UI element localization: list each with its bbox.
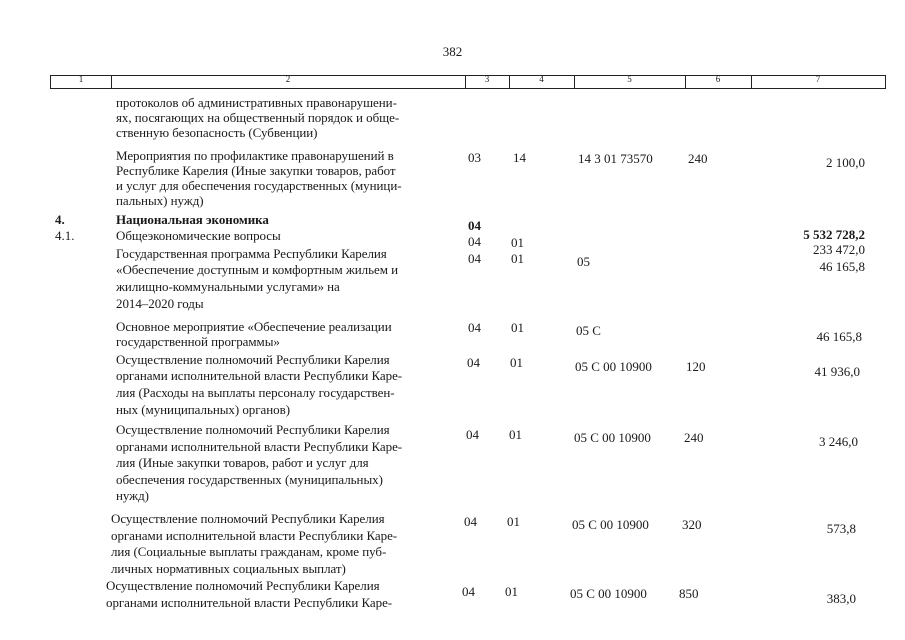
row-amount: 2 100,0 [826, 155, 865, 170]
row-description-line: Мероприятия по профилактике правонарушений в [116, 148, 394, 163]
row-description-line: государственной программы» [116, 334, 280, 349]
header-cell-2: 2 [285, 74, 291, 84]
row-description-line: обеспечения государственных (муниципальных) [116, 472, 383, 487]
row-amount: 573,8 [826, 521, 856, 536]
row-expense-type: 850 [679, 586, 699, 601]
row-number: 4. [55, 212, 65, 227]
row-description-line: ственную безопасность (Субвенции) [116, 125, 318, 140]
row-section-code: 04 [468, 320, 481, 335]
row-section-code: 03 [468, 150, 481, 165]
row-number: 4.1. [55, 228, 75, 243]
row-description-line: Осуществление полномочий Республики Карелия [106, 578, 380, 593]
row-section-code: 04 [468, 218, 481, 233]
row-amount: 46 165,8 [816, 329, 862, 344]
header-cell-6: 6 [715, 74, 721, 84]
header-cell-3: 3 [484, 74, 490, 84]
row-description-line: 2014–2020 годы [116, 296, 204, 311]
row-amount: 3 246,0 [819, 434, 858, 449]
row-description-line: органами исполнительной власти Республики Каре- [116, 439, 403, 454]
row-section-code: 04 [466, 427, 479, 442]
row-amount: 383,0 [826, 591, 856, 606]
row-description-line: органами исполнительной власти Республики Каре- [111, 528, 398, 543]
row-description-line: Осуществление полномочий Республики Карелия [111, 511, 385, 526]
row-description-line: Общеэкономические вопросы [116, 228, 281, 243]
row-subsection-code: 01 [509, 427, 522, 442]
row-subsection-code: 01 [510, 355, 523, 370]
row-subsection-code: 14 [513, 150, 526, 165]
row-description-line: органами исполнительной власти Республики Каре- [116, 368, 403, 383]
row-description-line: пальных) нужд) [116, 193, 204, 208]
row-description-line: «Обеспечение доступным и комфортным жильем и [116, 262, 398, 277]
row-target-article: 14 3 01 73570 [578, 151, 653, 166]
header-cell-4: 4 [539, 74, 544, 84]
row-expense-type: 320 [682, 517, 702, 532]
row-subsection-code: 01 [507, 514, 520, 529]
row-description-line: личных нормативных социальных выплат) [111, 561, 346, 576]
table-header [50, 75, 886, 89]
row-description-line: Национальная экономика [116, 212, 269, 227]
row-target-article: 05 С 00 10900 [572, 517, 649, 532]
row-description-line: нужд) [116, 488, 149, 503]
row-description-line: Осуществление полномочий Республики Карелия [116, 352, 390, 367]
row-description-line: ях, посягающих на общественный порядок и обще- [116, 110, 400, 125]
row-description-line: Осуществление полномочий Республики Карелия [116, 422, 390, 437]
row-target-article: 05 [577, 254, 590, 269]
row-amount: 5 532 728,2 [803, 227, 865, 242]
row-subsection-code: 01 [505, 584, 518, 599]
row-description-line: и услуг для обеспечения государственных (муници- [116, 178, 402, 193]
row-expense-type: 240 [684, 430, 704, 445]
row-section-code: 04 [462, 584, 475, 599]
row-target-article: 05 С 00 10900 [574, 430, 651, 445]
row-amount: 41 936,0 [814, 364, 860, 379]
header-cell-5: 5 [627, 74, 632, 84]
row-section-code: 04 [464, 514, 477, 529]
row-expense-type: 120 [686, 359, 706, 374]
row-subsection-code: 01 [511, 235, 524, 250]
header-cell-7: 7 [815, 74, 821, 84]
row-description-line: Основное мероприятие «Обеспечение реализации [116, 319, 392, 334]
row-description-line: лия (Расходы на выплаты персоналу государствен- [116, 385, 395, 400]
row-description-line: ных (муниципальных) органов) [116, 402, 290, 417]
row-description-line: Республике Карелия (Иные закупки товаров, работ [116, 163, 396, 178]
row-description-line: жилищно-коммунальными услугами» на [116, 279, 340, 294]
row-subsection-code: 01 [511, 251, 524, 266]
row-description-line: органами исполнительной власти Республики Каре- [106, 595, 393, 610]
row-description-line: Государственная программа Республики Карелия [116, 246, 387, 261]
row-amount: 46 165,8 [819, 259, 865, 274]
row-section-code: 04 [468, 234, 481, 249]
row-description-line: лия (Иные закупки товаров, работ и услуг для [116, 455, 369, 470]
row-target-article: 05 С 00 10900 [570, 586, 647, 601]
row-expense-type: 240 [688, 151, 708, 166]
row-section-code: 04 [467, 355, 480, 370]
row-target-article: 05 С 00 10900 [575, 359, 652, 374]
row-section-code: 04 [468, 251, 481, 266]
page-number: 382 [442, 44, 463, 59]
row-description-line: лия (Социальные выплаты гражданам, кроме пуб- [111, 544, 387, 559]
header-cell-1: 1 [78, 74, 84, 84]
row-amount: 233 472,0 [813, 242, 865, 257]
row-description-line: протоколов об административных правонарушени- [116, 95, 397, 110]
row-target-article: 05 С [576, 323, 601, 338]
row-subsection-code: 01 [511, 320, 524, 335]
